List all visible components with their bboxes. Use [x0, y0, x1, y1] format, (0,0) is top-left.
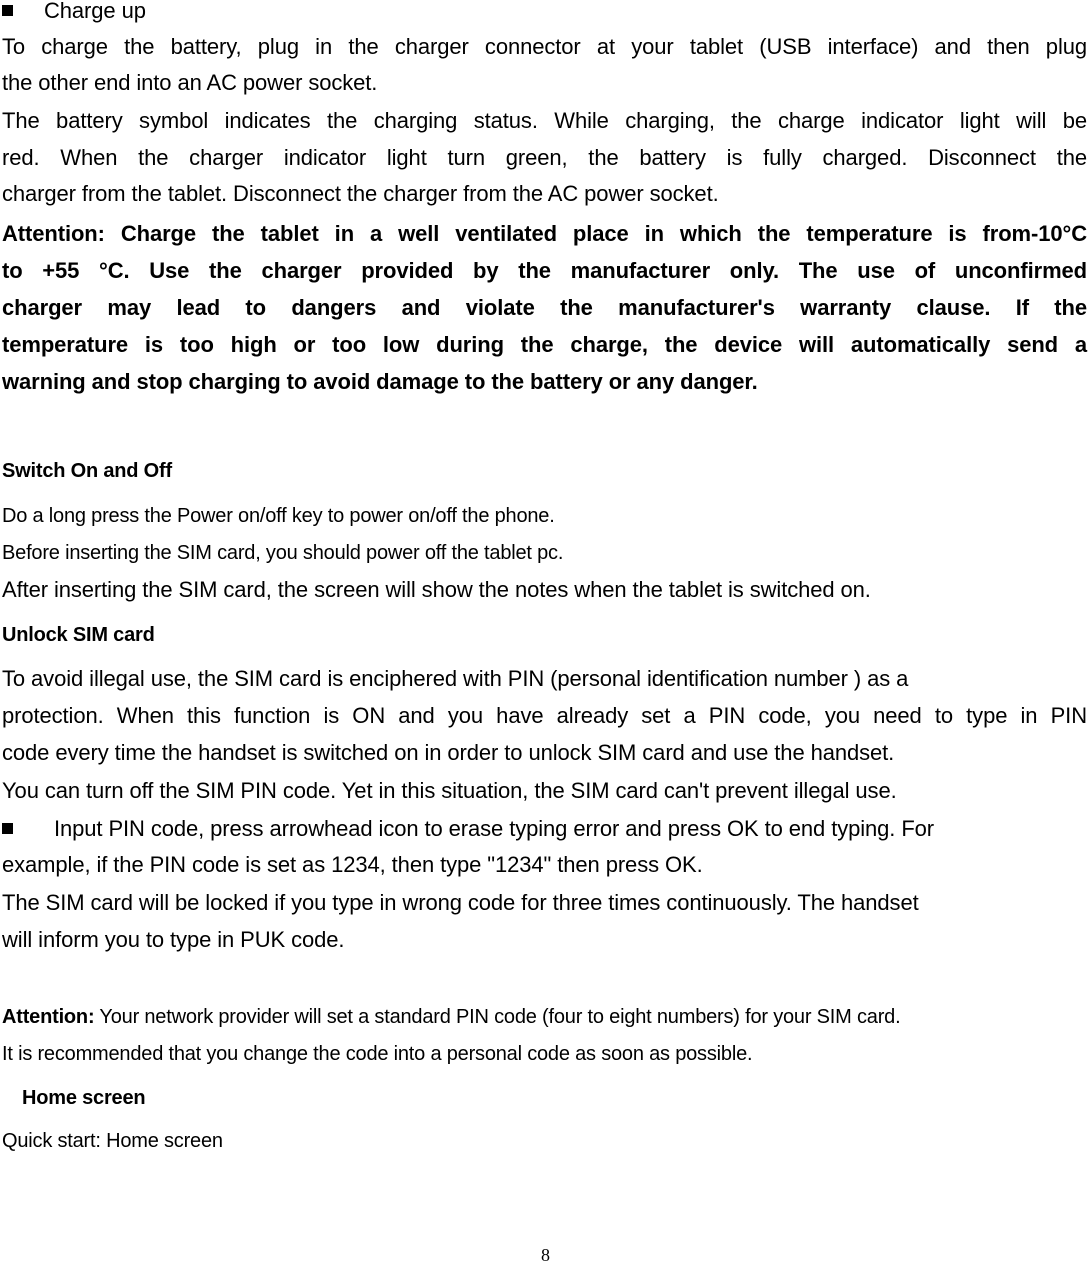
charge-paragraph-line: The battery symbol indicates the charging status. While charging, the charge indicator light will be: [2, 108, 1087, 133]
charge-attention-line: Attention: Charge the tablet in a well ventilated place in which the temperature is from-10°C: [2, 221, 1087, 246]
charge-paragraph-line: red. When the charger indicator light turn green, the battery is fully charged. Disconnect the: [2, 145, 1087, 170]
unlock-paragraph-line: To avoid illegal use, the SIM card is enciphered with PIN (personal identification number ) as a: [2, 666, 909, 691]
home-screen-line: Quick start: Home screen: [2, 1130, 223, 1152]
charge-up-heading-row: [2, 0, 1087, 24]
switch-on-off-heading: Switch On and Off: [2, 460, 172, 482]
switch-paragraph-line: Do a long press the Power on/off key to power on/off the phone.: [2, 505, 555, 527]
home-screen-heading: Home screen: [22, 1087, 146, 1109]
unlock-paragraph-line: code every time the handset is switched on in order to unlock SIM card and use the handset.: [2, 740, 895, 765]
black-square-bullet-icon: [2, 823, 13, 834]
charge-paragraph-line: the other end into an AC power socket.: [2, 70, 378, 95]
charge-attention-line: charger may lead to dangers and violate the manufacturer's warranty clause. If the: [2, 295, 1087, 320]
unlock-bullet-row: [2, 816, 1087, 842]
charge-attention-line: to +55 °C. Use the charger provided by the manufacturer only. The use of unconfirmed: [2, 258, 1087, 283]
unlock-sim-heading: Unlock SIM card: [2, 624, 155, 646]
unlock-paragraph-line: protection. When this function is ON and you have already set a PIN code, you need to type in PIN: [2, 703, 1087, 728]
attention-pin-line-2: It is recommended that you change the code into a personal code as soon as possible.: [2, 1043, 753, 1065]
charge-paragraph-line: To charge the battery, plug in the charger connector at your tablet (USB interface) and then plug: [2, 34, 1087, 59]
charge-up-heading: Charge up: [44, 0, 146, 23]
unlock-paragraph-line: will inform you to type in PUK code.: [2, 927, 345, 952]
charge-paragraph-line: charger from the tablet. Disconnect the charger from the AC power socket.: [2, 181, 719, 206]
unlock-paragraph-line: example, if the PIN code is set as 1234, then type "1234" then press OK.: [2, 852, 703, 877]
switch-paragraph-line: After inserting the SIM card, the screen will show the notes when the tablet is switched on.: [2, 577, 871, 602]
attention-pin-line: [2, 1004, 1087, 1030]
unlock-bullet-text: Input PIN code, press arrowhead icon to erase typing error and press OK to end typing. For: [54, 816, 935, 841]
switch-paragraph-line: Before inserting the SIM card, you should power off the tablet pc.: [2, 542, 564, 564]
unlock-paragraph-line: You can turn off the SIM PIN code. Yet in this situation, the SIM card can't prevent illegal use.: [2, 778, 897, 803]
charge-attention-line: warning and stop charging to avoid damage to the battery or any danger.: [2, 369, 758, 394]
attention-pin-text: Your network provider will set a standard PIN code (four to eight numbers) for your SIM card.: [94, 1006, 901, 1028]
page-number: 8: [541, 1245, 550, 1265]
unlock-paragraph-line: The SIM card will be locked if you type in wrong code for three times continuously. The handset: [2, 890, 919, 915]
charge-attention-line: temperature is too high or too low during the charge, the device will automatically send a: [2, 332, 1087, 357]
black-square-bullet-icon: [2, 5, 13, 16]
attention-label: Attention:: [2, 1006, 95, 1028]
